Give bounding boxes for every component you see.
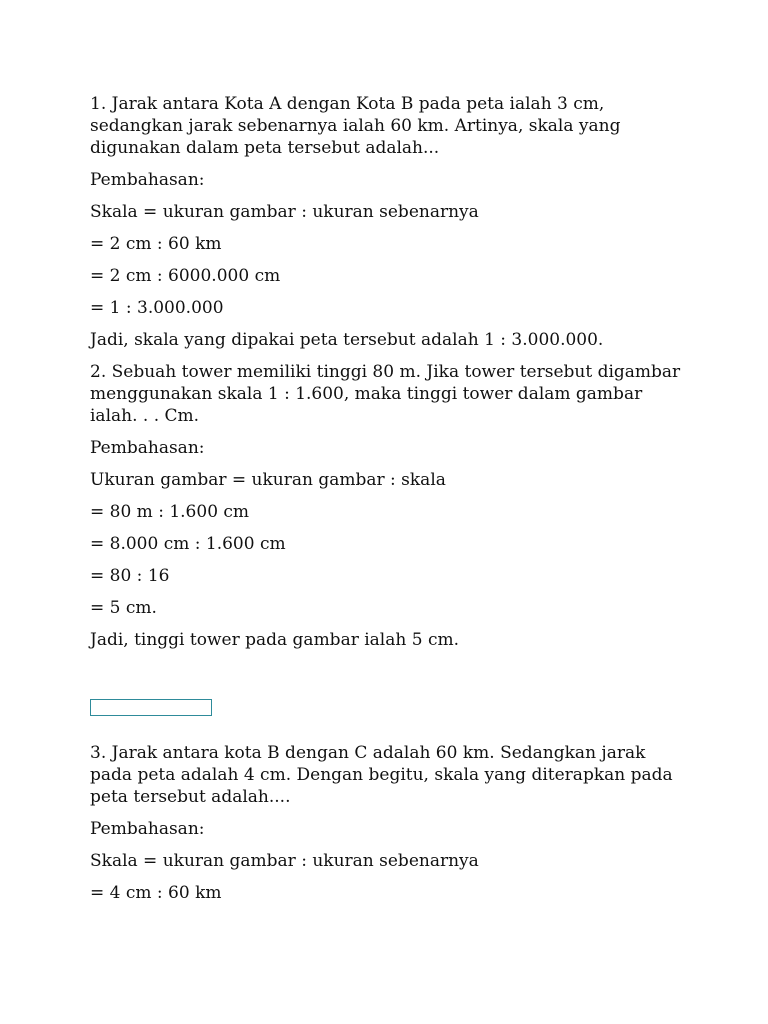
problem-1-discussion-label: Pembahasan: <box>90 170 205 190</box>
problem-2-question: 2. Sebuah tower memiliki tinggi 80 m. Jika tower tersebut digambar menggunakan skala 1 : 1.600, maka tinggi tower dalam gambar ialah. . . Cm. <box>90 362 686 426</box>
problem-2 <box>90 361 690 651</box>
problem-2-step: = 80 : 16 <box>90 566 170 586</box>
problem-2-step: = 8.000 cm : 1.600 cm <box>90 534 286 554</box>
problem-3-discussion-label: Pembahasan: <box>90 819 205 839</box>
problem-2-step: = 80 m : 1.600 cm <box>90 502 250 522</box>
problem-3-question: 3. Jarak antara kota B dengan C adalah 60 km. Sedangkan jarak pada peta adalah 4 cm. Dengan begitu, skala yang diterapkan pada peta tersebut adalah.... <box>90 743 679 807</box>
problem-3 <box>90 742 690 904</box>
embedded-link-box[interactable] <box>90 699 212 716</box>
section-spacer <box>90 661 690 699</box>
problem-2-step: Ukuran gambar = ukuran gambar : skala <box>90 470 446 490</box>
problem-3-step: Skala = ukuran gambar : ukuran sebenarnya <box>90 851 479 871</box>
problem-1-step: = 2 cm : 60 km <box>90 234 222 254</box>
problem-1-step: Skala = ukuran gambar : ukuran sebenarnya <box>90 202 479 222</box>
problem-1-step: = 2 cm : 6000.000 cm <box>90 266 281 286</box>
problem-2-discussion-label: Pembahasan: <box>90 438 205 458</box>
problem-2-step: = 5 cm. <box>90 598 157 618</box>
problem-1-question: 1. Jarak antara Kota A dengan Kota B pada peta ialah 3 cm, sedangkan jarak sebenarnya ialah 60 km. Artinya, skala yang digunakan dalam peta tersebut adalah... <box>90 94 626 158</box>
problem-1-conclusion: Jadi, skala yang dipakai peta tersebut adalah 1 : 3.000.000. <box>90 330 604 350</box>
problem-3-step: = 4 cm : 60 km <box>90 883 222 903</box>
problem-2-conclusion: Jadi, tinggi tower pada gambar ialah 5 cm. <box>90 630 459 650</box>
document-body <box>90 93 690 914</box>
problem-1 <box>90 93 690 351</box>
problem-1-step: = 1 : 3.000.000 <box>90 298 224 318</box>
